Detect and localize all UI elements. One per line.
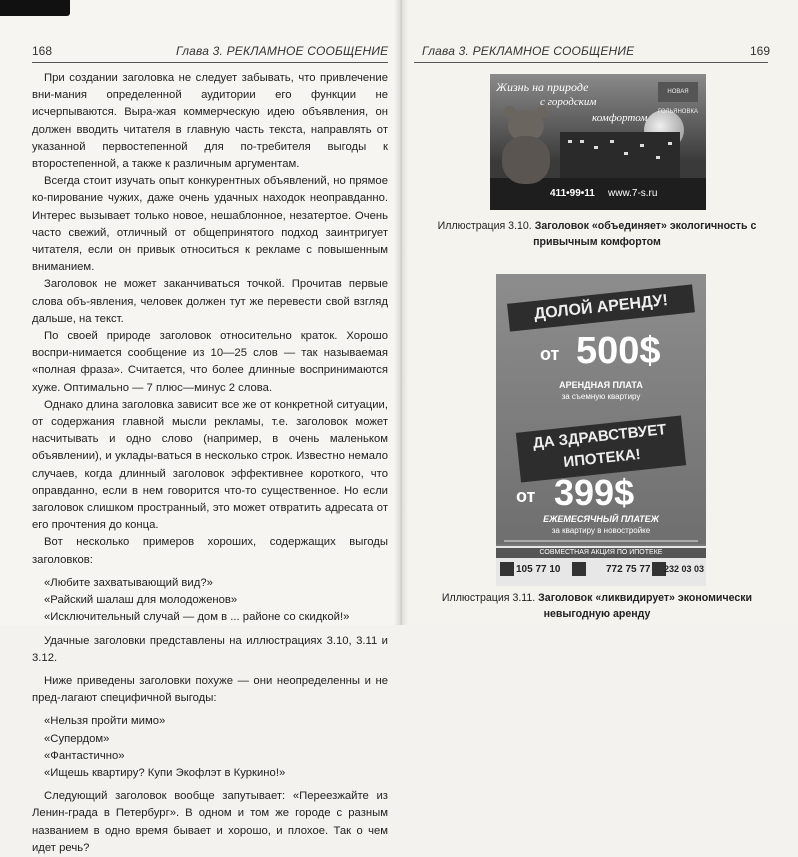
paragraph: Заголовок не может заканчиваться точкой. Прочитав первые слова объ-явления, человек должен тут же перевести свой взгляд дальше, на текст. [32, 278, 388, 325]
paragraph-worse: Ниже приведены заголовки похуже — они неопределенны и не пред-лагают специфичной выгоды: [32, 674, 388, 705]
header-rule-left [32, 62, 388, 63]
caption-3-11 [414, 590, 780, 622]
ad1-phone: 411•99•11 [550, 188, 595, 199]
ad2-sub-2b: за квартиру в новостройке [551, 526, 651, 535]
running-header-right: Глава 3. РЕКЛАМНОЕ СООБЩЕНИЕ [422, 44, 635, 58]
example-good: «Любите захватывающий вид?» [44, 576, 213, 589]
dark-corner-tab [0, 0, 70, 16]
ad2-from-1: от [540, 344, 560, 364]
body-text [32, 70, 388, 857]
paragraph: Всегда стоит изучать опыт конкурентных объявлений, но прямое ко-пирование чужих, даже очень удачных находок неоправданно. Интерес вызывает только новое, нешаблонное, незатертое. Очень часто свежий, отличный от общепринятого подход заинтригует читателя, если он привык относиться к рекламе с повышенным вниманием. [32, 175, 388, 274]
ad2-sub-1: АРЕНДНАЯ ПЛАТА [559, 380, 643, 390]
ad2-price-2: 399$ [554, 472, 635, 513]
left-page [0, 0, 400, 854]
ad2-sub-1b: за съемную квартиру [561, 392, 641, 401]
ad1-headline-2: с городским [540, 96, 597, 108]
ad2-sponsor-strip [496, 546, 706, 586]
example-bad: «Нельзя пройти мимо» [44, 715, 166, 728]
caption-3-10 [414, 218, 780, 250]
ad2-phone-b: 772 75 77 [606, 564, 651, 575]
bank-logo-icon [500, 562, 514, 576]
running-header-left: Глава 3. РЕКЛАМНОЕ СООБЩЕНИЕ [176, 44, 389, 58]
example-bad: «Фантастично» [44, 749, 125, 762]
ad2-strip-label: СОВМЕСТНАЯ АКЦИЯ ПО ИПОТЕКЕ [496, 548, 706, 558]
example-bad: «Супердом» [44, 732, 110, 745]
paragraph: Вот несколько примеров хороших, содержащих выгоды заголовков: [32, 536, 388, 566]
paragraph-confusing: Следующий заголовок вообще запутывает: «Переезжайте из Ленин-града в Петербург». В одном и том же городе с разным названием в одно время бывает и хорошо, и плохое. Так о чем идет речь? [32, 790, 388, 854]
example-good: «Исключительный случай — дом в ... районе со скидкой!» [44, 611, 350, 624]
example-bad: «Ищешь квартиру? Купи Экофлэт в Куркино!» [44, 766, 286, 779]
bank-logo-icon [572, 562, 586, 576]
caption-text: Заголовок «объединяет» экологичность с привычным комфортом [533, 220, 757, 248]
ad-image-mortgage [496, 274, 706, 586]
caption-label: Иллюстрация 3.11. [441, 592, 539, 604]
paragraph: Однако длина заголовка зависит все же от конкретной ситуации, от содержания главной мысли рекламы, т.е. заголовок может насчитывать и одно слово (например, в очень маленьком объявлении), и уклады-ваться в несколько строк. Известно немало случаев, когда длинный заголовок эффективнее короткого, что оправданно, если в нем говорится что-то существенное. Но если заголовок слишком пространный, это может отвратить адресата от его прочтения до конца. [32, 398, 388, 532]
ad2-banner-2b: ИПОТЕКА! [562, 445, 642, 471]
ad2-from-2: от [516, 486, 536, 506]
page-number-right: 169 [750, 44, 771, 58]
caption-text: Заголовок «ликвидирует» экономически невыгодную аренду [538, 592, 753, 620]
paragraph-refs: Удачные заголовки представлены на иллюстрациях 3.10, 3.11 и 3.12. [32, 634, 388, 664]
page-number-left: 168 [32, 44, 53, 58]
building-graphic [560, 132, 680, 178]
ad1-logo: НОВАЯ ГОЛЬЯНОВКА [658, 82, 698, 102]
caption-label: Иллюстрация 3.10. [437, 220, 535, 232]
header-rule-right [414, 62, 768, 63]
ad2-sub-2: ЕЖЕМЕСЯЧНЫЙ ПЛАТЕЖ [543, 514, 659, 524]
ad2-banner-1: ДОЛОЙ АРЕНДУ! [507, 284, 695, 331]
ad1-site: www.7-s.ru [608, 188, 658, 199]
ad2-phone-a: 105 77 10 [516, 564, 561, 575]
teddy-bear-graphic [498, 110, 554, 186]
ad1-headline-3: комфортом [592, 112, 648, 124]
ad2-phone-c: 232 03 03 [664, 564, 705, 574]
ad-image-nature-comfort [490, 74, 706, 210]
ad2-price-1: 500$ [576, 330, 661, 372]
example-good: «Райский шалаш для молодоженов» [44, 594, 238, 607]
paragraph: По своей природе заголовок относительно краток. Хорошо воспри-нимается сообщение из 10—25 слов — так называемая «полная фраза». Считается, что более длинные воспринимаются хуже. Оптимально — 7 плюс—минус 2 слова. [32, 330, 388, 394]
fine-print [504, 540, 698, 542]
ad1-headline-1: Жизнь на природе [496, 80, 589, 94]
ad2-banner-2a: ДА ЗДРАВСТВУЕТ [532, 421, 668, 453]
book-gutter [394, 0, 408, 625]
paragraph: При создании заголовка не следует забывать, что привлечение вни-мания определенной аудитории его функции не исчерпываются. Выра-жая коммерческую идею объявления, он должен вводить читателя в главную часть текста, направлять от указанной первостепенной для по-требителя выгоды к второстепенной, а также к различным аргументам. [32, 72, 388, 171]
